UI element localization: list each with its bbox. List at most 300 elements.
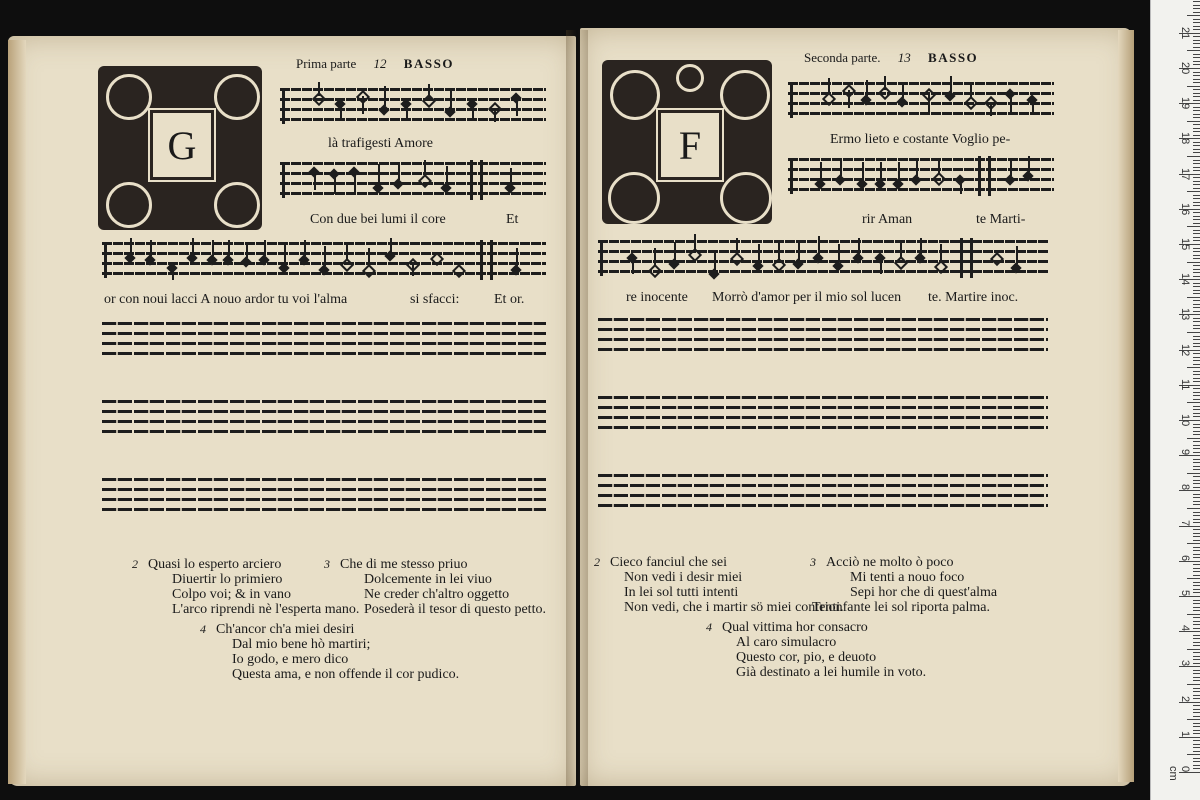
ruler-tick [1193,364,1200,365]
ruler-tick [1193,761,1200,762]
ruler-tick [1193,36,1200,37]
ruler-tick [1193,328,1200,329]
ruler-number: 19 [1179,97,1191,110]
ruler-tick [1193,40,1200,41]
ruler-number: 9 [1179,449,1191,456]
ruler-tick [1193,607,1200,608]
ruler-tick [1193,272,1200,273]
ruler-tick [1193,740,1200,741]
ruler-tick [1193,522,1200,523]
ruler-tick [1193,128,1200,129]
ruler-tick [1193,568,1200,569]
ruler-tick [1187,614,1200,615]
left-lyric-6: Et or. [494,292,525,307]
ruler-tick [1193,673,1200,674]
ruler-number: 16 [1179,202,1191,216]
ruler-tick [1193,459,1200,460]
ruler-tick [1187,86,1200,87]
right-verse-3 [810,555,998,615]
ruler-tick [1193,480,1200,481]
book-gutter [566,30,588,786]
ruler-tick [1193,466,1200,467]
ruler-tick [1187,473,1200,474]
ruler-tick [1193,1,1200,2]
ruler-tick [1193,487,1200,488]
ruler-number: 15 [1179,238,1191,251]
ruler-tick [1193,670,1200,671]
ruler-tick [1193,188,1200,189]
left-header [296,56,454,72]
ruler-tick [1193,131,1200,132]
ruler-tick [1193,723,1200,724]
right-voice-label: BASSO [928,50,979,65]
ruler-tick [1193,504,1200,505]
right-part-title: Seconda parte. [804,50,881,65]
initial-letter-g: G [150,110,214,180]
ruler-tick [1193,360,1200,361]
ornament-scroll [214,182,260,228]
ruler-tick [1193,424,1200,425]
verse-line: In lei sol tutti intenti [624,585,739,600]
ruler-tick [1193,512,1200,513]
verse-line: Al caro simulacro [736,635,837,650]
right-header [804,50,978,66]
ruler-number: 5 [1179,590,1191,597]
ruler-tick [1187,684,1200,685]
left-page-number: 12 [373,56,387,71]
ruler-tick [1193,540,1200,541]
ruler-tick [1193,434,1200,435]
ruler-tick [1193,318,1200,319]
ruler-tick [1187,367,1200,368]
ruler-tick [1193,476,1200,477]
ruler-number: 6 [1179,554,1191,561]
ruler-tick [1193,751,1200,752]
ruler-tick [1193,610,1200,611]
ruler-tick [1193,680,1200,681]
left-initial-ornament [98,66,262,230]
ruler-number: 20 [1179,62,1191,75]
left-lyric-3: Et [506,212,519,227]
ruler-tick [1193,72,1200,73]
ruler-tick [1193,170,1200,171]
ruler-tick [1193,695,1200,696]
verse-line: Ch'ancor ch'a miei desiri [216,622,355,637]
ruler-tick [1193,255,1200,256]
ruler-tick [1193,304,1200,305]
ruler-tick [1187,719,1200,720]
ruler-tick [1193,57,1200,58]
ruler-tick [1193,240,1200,241]
verse-line: Non vedi i desir miei [624,570,743,585]
left-staff-2 [280,160,546,200]
ruler-tick [1193,392,1200,393]
ruler-tick [1193,603,1200,604]
ruler-tick [1193,269,1200,270]
ruler-tick [1193,89,1200,90]
ruler-tick [1193,100,1200,101]
ruler-tick [1193,8,1200,9]
ruler-tick [1193,233,1200,234]
ruler-tick [1193,427,1200,428]
ruler-tick [1193,230,1200,231]
ruler-tick [1187,50,1200,51]
ruler-tick [1193,388,1200,389]
left-staff-3 [102,240,546,280]
ruler-tick [1193,346,1200,347]
ruler-tick [1193,406,1200,407]
ruler-tick [1193,311,1200,312]
ruler-tick [1193,96,1200,97]
ruler-tick [1187,15,1200,16]
ruler-tick [1193,19,1200,20]
verse-line: Io godo, e mero dico [232,652,349,667]
ruler-tick [1193,589,1200,590]
ruler-tick [1193,550,1200,551]
ruler-tick [1193,758,1200,759]
right-empty-staff-1 [598,318,1048,360]
ruler-tick [1193,381,1200,382]
ruler-tick [1193,416,1200,417]
ruler-tick [1193,124,1200,125]
ruler-tick [1193,290,1200,291]
ruler-tick [1193,744,1200,745]
verse-line: Posederà il tesor di questo petto. [364,602,546,617]
ruler-tick [1193,82,1200,83]
ruler-tick [1193,26,1200,27]
ruler-tick [1193,635,1200,636]
verse-line: Questo cor, pio, e deuoto [736,650,877,665]
verse-line: Non vedi, che i martir sö miei contenti. [624,600,844,615]
verse-number: 3 [324,557,330,571]
ruler-number: 7 [1179,519,1191,526]
ruler-tick [1187,649,1200,650]
ruler-tick [1193,276,1200,277]
ruler-number: 14 [1179,273,1191,286]
ruler-tick [1193,677,1200,678]
ruler-tick [1179,631,1200,632]
ruler-tick [1193,145,1200,146]
ruler-tick [1187,578,1200,579]
ruler-tick [1193,501,1200,502]
right-empty-staff-3 [598,474,1048,516]
ruler-tick [1193,600,1200,601]
ruler-number: 21 [1179,26,1191,40]
ruler-tick [1193,698,1200,699]
ornament-scroll [608,172,660,224]
ruler-tick [1193,519,1200,520]
ruler-tick [1193,515,1200,516]
ruler-tick [1193,336,1200,337]
ruler-tick [1193,357,1200,358]
ruler-tick [1193,107,1200,108]
ruler-tick [1193,529,1200,530]
ruler-number: 11 [1179,378,1191,391]
ruler-number: 10 [1179,414,1191,427]
ruler-tick [1179,490,1200,491]
left-empty-staff-2 [102,400,546,442]
right-staff-1 [788,80,1054,120]
right-initial-ornament [602,60,772,224]
ruler-tick [1193,202,1200,203]
ruler-tick [1193,300,1200,301]
ruler-tick [1193,181,1200,182]
ruler-tick [1187,543,1200,544]
verse-line: Già destinato a lei humile in voto. [736,665,927,680]
ruler-tick [1193,733,1200,734]
ruler-tick [1187,191,1200,192]
ruler-tick [1193,585,1200,586]
verse-line: L'arco riprendi nè l'esperta mano. [172,602,360,617]
ruler-tick [1193,575,1200,576]
ruler-tick [1193,93,1200,94]
ruler-tick [1179,455,1200,456]
verse-line: Sepi hor che di quest'alma [850,585,998,600]
ruler-tick [1193,469,1200,470]
ruler-tick [1193,709,1200,710]
ruler-tick [1193,12,1200,13]
ruler-tick [1187,156,1200,157]
left-page-edge [8,40,26,784]
ruler-tick [1193,656,1200,657]
ruler-tick [1193,409,1200,410]
ruler-tick [1193,265,1200,266]
left-lyric-4: or con noui lacci A nouo ardor tu voi l'alma [104,292,348,307]
verse-line: Diuertir lo primiero [172,572,283,587]
ruler-tick [1193,216,1200,217]
ornament-scroll [214,74,260,120]
ruler-tick [1193,152,1200,153]
ruler-tick [1193,117,1200,118]
ruler-tick [1179,666,1200,667]
ruler-tick [1193,413,1200,414]
ruler-tick [1193,768,1200,769]
right-verse-2 [594,555,844,615]
ruler-tick [1179,596,1200,597]
ruler-tick [1193,177,1200,178]
ruler-tick [1193,371,1200,372]
ruler-tick [1193,452,1200,453]
ruler-tick [1193,205,1200,206]
ruler-tick [1193,617,1200,618]
ruler-tick [1193,691,1200,692]
verse-line: Cieco fanciul che sei [610,555,728,570]
verse-line: Acciò ne molto ò poco [826,555,954,570]
right-lyric-3: te Marti- [976,212,1026,227]
ruler-number: 1 [1179,730,1191,737]
ruler-tick [1193,712,1200,713]
ruler-tick [1193,441,1200,442]
ornament-scroll [720,70,770,120]
ruler-tick [1193,378,1200,379]
ruler-tick [1193,688,1200,689]
ruler-tick [1193,286,1200,287]
ruler-tick [1193,374,1200,375]
ruler-tick [1187,508,1200,509]
ruler-tick [1193,219,1200,220]
ruler-tick [1193,223,1200,224]
ruler-tick [1193,533,1200,534]
ruler-tick [1193,198,1200,199]
ornament-face [676,64,704,92]
ruler-tick [1193,64,1200,65]
ruler-tick [1187,402,1200,403]
ruler-tick [1193,431,1200,432]
verse-line: Che di me stesso priuo [340,557,468,572]
ruler-tick [1193,184,1200,185]
ornament-scroll [106,74,152,120]
verse-line: Colpo voi; & in vano [172,587,291,602]
ruler-tick [1193,624,1200,625]
ruler-tick [1193,195,1200,196]
right-staff-3 [598,238,1048,278]
ruler-tick [1187,297,1200,298]
ruler-tick [1193,645,1200,646]
right-verse-4 [706,620,927,680]
ruler-tick [1193,29,1200,30]
ruler-tick [1193,554,1200,555]
ruler-tick [1193,445,1200,446]
left-empty-staff-1 [102,322,546,364]
verse-number: 2 [132,557,138,571]
right-empty-staff-2 [598,396,1048,438]
ruler-tick [1193,494,1200,495]
ruler-tick [1193,237,1200,238]
verse-number: 4 [706,620,712,634]
left-staff-1 [280,86,546,126]
verse-number: 2 [594,555,600,569]
right-lyric-6: te. Martire inoc. [928,290,1019,305]
ruler-tick [1193,339,1200,340]
ruler-tick [1193,251,1200,252]
ruler-number: 12 [1179,343,1191,356]
ruler-tick [1193,547,1200,548]
ruler-tick [1187,121,1200,122]
ruler-tick [1193,47,1200,48]
verse-line: Dal mio bene hò martiri; [232,637,371,652]
ruler-number: 13 [1179,308,1191,321]
ruler-tick [1193,571,1200,572]
ornament-scroll [720,172,772,224]
ruler-number: 18 [1179,132,1191,145]
ruler-tick [1193,110,1200,111]
left-lyric-2: Con due bei lumi il core [310,212,446,227]
ruler-number: 2 [1179,695,1191,702]
ruler-tick [1193,325,1200,326]
ruler-tick [1193,399,1200,400]
ruler-tick [1193,592,1200,593]
ruler-number: 4 [1179,625,1191,632]
ruler-tick [1193,75,1200,76]
left-lyric-1: là trafigesti Amore [328,136,433,151]
verse-number: 4 [200,622,206,636]
ruler-tick [1193,343,1200,344]
ruler-tick [1193,726,1200,727]
ruler-tick [1193,395,1200,396]
ruler-tick [1193,248,1200,249]
ruler-tick [1193,160,1200,161]
ruler-number: 17 [1179,167,1191,180]
ruler-tick [1193,293,1200,294]
ruler-tick [1193,638,1200,639]
right-lyric-1: Ermo lieto e costante Voglio pe- [830,132,1011,147]
ruler-tick [1193,462,1200,463]
ruler-tick [1193,163,1200,164]
ruler-tick [1187,438,1200,439]
ruler-tick [1193,135,1200,136]
verse-line: Trionfante lei sol riporta palma. [812,600,990,615]
ruler-tick [1193,536,1200,537]
ruler-tick [1193,582,1200,583]
ruler-number: 8 [1179,484,1191,491]
ruler-tick [1193,483,1200,484]
ruler-tick [1193,43,1200,44]
ornament-scroll [610,70,660,120]
ruler-number: 3 [1179,660,1191,667]
ruler-tick [1193,353,1200,354]
right-lyric-5: Morrò d'amor per il mio sol lucen [712,290,902,305]
ruler-tick [1187,332,1200,333]
ruler-tick [1193,642,1200,643]
verse-line: Qual vittima hor consacro [722,620,868,635]
ruler-tick [1193,716,1200,717]
verse-line: Mi tenti a nouo foco [850,570,965,585]
ruler-tick [1193,448,1200,449]
ruler-tick [1193,730,1200,731]
ruler-tick [1193,652,1200,653]
right-page-number: 13 [897,50,911,65]
initial-letter-f: F [658,110,722,180]
ruler-tick [1193,497,1200,498]
ornament-scroll [106,182,152,228]
ruler-tick [1193,307,1200,308]
ruler-tick [1193,79,1200,80]
ruler-tick [1193,114,1200,115]
right-lyric-2: rir Aman [862,212,913,227]
ruler-tick [1193,167,1200,168]
ruler-tick [1193,258,1200,259]
verse-line: Ne creder ch'altro oggetto [364,587,510,602]
right-page-edge [1118,30,1134,782]
ruler-tick [1193,628,1200,629]
ruler-tick [1187,754,1200,755]
left-empty-staff-3 [102,478,546,520]
verse-line: Quasi lo esperto arciero [148,557,282,572]
ruler-tick [1193,22,1200,23]
ruler-tick [1193,747,1200,748]
ruler-tick [1193,54,1200,55]
left-part-title: Prima parte [296,56,357,71]
left-lyric-5: si sfacci: [410,292,460,307]
left-voice-label: BASSO [403,56,454,71]
measurement-ruler [1150,0,1200,800]
ruler-number: 0 cm [1167,766,1191,781]
ruler-tick [1193,621,1200,622]
ruler-tick [1187,262,1200,263]
ruler-tick [1193,5,1200,6]
ruler-tick [1193,283,1200,284]
ruler-tick [1193,61,1200,62]
verse-line: Dolcemente in lei viuo [364,572,492,587]
ruler-tick [1193,212,1200,213]
ruler-tick [1187,226,1200,227]
verse-number: 3 [810,555,816,569]
left-verse-3 [324,557,546,617]
ruler-tick [1193,142,1200,143]
verse-line: Questa ama, e non offende il cor pudico. [232,667,460,682]
ruler-tick [1193,557,1200,558]
right-staff-2 [788,156,1054,196]
